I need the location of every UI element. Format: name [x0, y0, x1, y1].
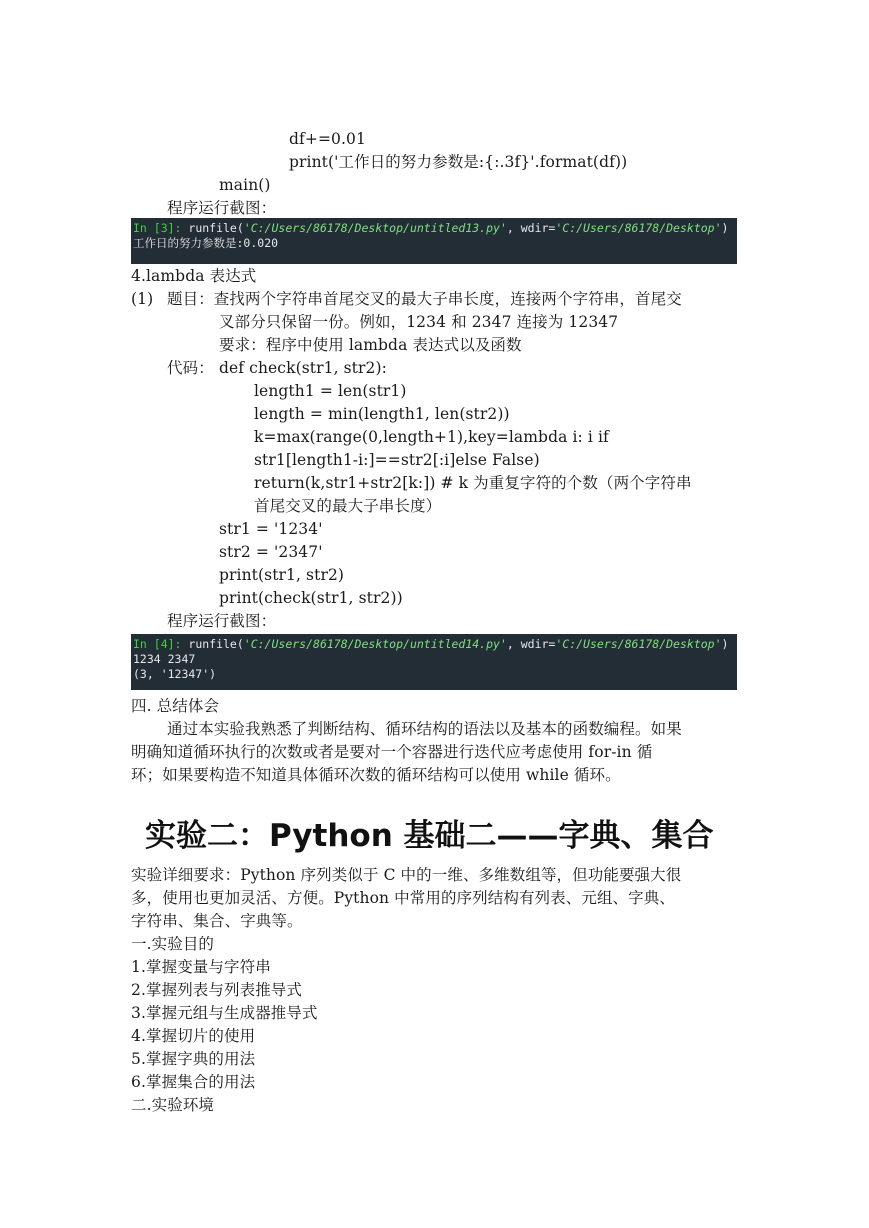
paragraph-line: 环；如果要构造不知道具体循环次数的循环结构可以使用 while 循环。 — [131, 766, 621, 784]
paragraph-line: 多，使用也更加灵活、方便。Python 中常用的序列结构有列表、元组、字典、 — [131, 889, 675, 907]
terminal-command-row — [133, 637, 735, 652]
list-item: 4.掌握切片的使用 — [131, 1027, 256, 1045]
list-item: 6.掌握集合的用法 — [131, 1073, 256, 1091]
list-item: 1.掌握变量与字符串 — [131, 958, 271, 976]
code-line: length1 = len(str1) — [254, 382, 407, 400]
terminal-screenshot-1 — [131, 218, 737, 264]
terminal-command: , wdir= — [506, 637, 556, 651]
list-item: 2.掌握列表与列表推导式 — [131, 981, 302, 999]
section-title: 一.实验目的 — [131, 935, 215, 953]
screenshot-label: 程序运行截图： — [167, 199, 277, 217]
code-line: print(check(str1, str2)) — [219, 589, 403, 607]
section-title: 二.实验环境 — [131, 1096, 215, 1114]
terminal-command-row — [133, 221, 735, 236]
terminal-string: 'C:/Users/86178/Desktop' — [555, 637, 722, 651]
code-line: str2 = '2347' — [219, 543, 323, 561]
code-line: 首尾交叉的最大子串长度） — [254, 497, 442, 515]
code-line: str1 = '1234' — [219, 520, 323, 538]
paragraph-line: 字符串、集合、字典等。 — [131, 912, 303, 930]
paragraph-line: 实验详细要求：Python 序列类似于 C 中的一维、多维数组等，但功能要强大很 — [131, 866, 682, 884]
terminal-command: ) — [721, 637, 729, 651]
paragraph-line: 明确知道循环执行的次数或者是要对一个容器进行迭代应考虑使用 for-in 循 — [131, 743, 653, 761]
terminal-string: 'C:/Users/86178/Desktop' — [555, 221, 722, 235]
code-label: 代码： — [167, 359, 214, 377]
question-text: 叉部分只保留一份。例如，1234 和 2347 连接为 12347 — [219, 313, 619, 331]
terminal-output: 1234 2347 — [133, 652, 196, 666]
section-title: 4.lambda 表达式 — [131, 267, 257, 285]
code-line: print(str1, str2) — [219, 566, 345, 584]
section-title: 四. 总结体会 — [131, 697, 220, 715]
code-line: main() — [219, 176, 271, 194]
code-line: k=max(range(0,length+1),key=lambda i: i if — [254, 428, 609, 446]
list-item: 3.掌握元组与生成器推导式 — [131, 1004, 318, 1022]
terminal-prompt: In [4]: — [133, 637, 189, 651]
requirement-text: 要求：程序中使用 lambda 表达式以及函数 — [219, 336, 522, 354]
screenshot-label: 程序运行截图： — [167, 612, 277, 630]
terminal-prompt: In [3]: — [133, 221, 189, 235]
experiment-heading: 实验二：Python 基础二——字典、集合 — [145, 818, 714, 854]
terminal-command: ) — [721, 221, 729, 235]
code-line: print('工作日的努力参数是:{:.3f}'.format(df)) — [289, 153, 628, 171]
code-line: def check(str1, str2): — [219, 359, 387, 377]
list-item: 5.掌握字典的用法 — [131, 1050, 256, 1068]
terminal-command: runfile( — [188, 637, 244, 651]
code-line: length = min(length1, len(str2)) — [254, 405, 510, 423]
terminal-string: 'C:/Users/86178/Desktop/untitled14.py' — [243, 637, 507, 651]
question-number: (1) — [131, 290, 154, 308]
terminal-output: 工作日的努力参数是:0.020 — [133, 236, 279, 250]
terminal-screenshot-2 — [131, 634, 737, 690]
code-line: str1[length1-i:]==str2[:i]else False) — [254, 451, 540, 469]
question-text: 题目：查找两个字符串首尾交叉的最大子串长度，连接两个字符串，首尾交 — [167, 290, 682, 308]
terminal-string: 'C:/Users/86178/Desktop/untitled13.py' — [243, 221, 507, 235]
terminal-command: , wdir= — [506, 221, 556, 235]
terminal-command: runfile( — [188, 221, 244, 235]
terminal-output: (3, '12347') — [133, 667, 217, 681]
code-line: df+=0.01 — [289, 130, 366, 148]
paragraph-line: 通过本实验我熟悉了判断结构、循环结构的语法以及基本的函数编程。如果 — [167, 720, 682, 738]
code-line: return(k,str1+str2[k:]) # k 为重复字符的个数（两个字符串 — [254, 474, 692, 492]
